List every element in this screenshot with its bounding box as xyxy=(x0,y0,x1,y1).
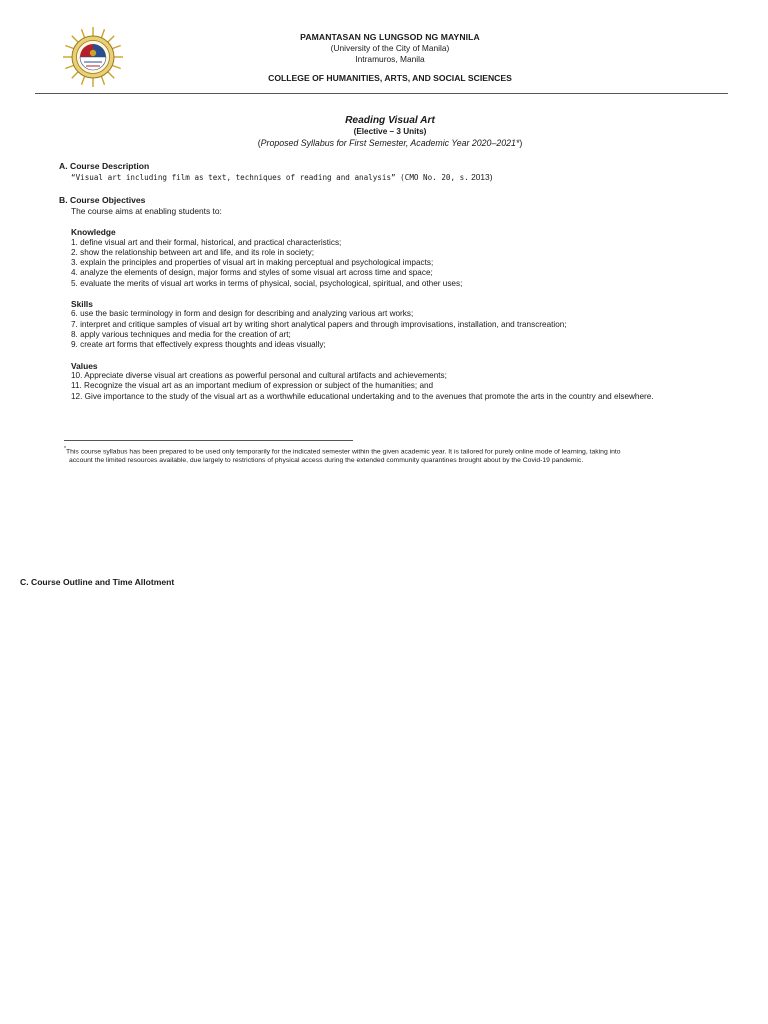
description-year: 2013) xyxy=(471,172,493,182)
skills-heading: Skills xyxy=(71,298,93,309)
footnote-text-1: This course syllabus has been prepared to be used only temporarily for the indicated semester within the given academic year. It is tailored for purely online mode of learning, taking into xyxy=(65,448,621,456)
proposal-open-paren: ( xyxy=(257,138,261,148)
proposal-text: Proposed Syllabus for First Semester, Academic Year 2020–2021* xyxy=(260,138,520,148)
university-name: PAMANTASAN NG LUNGSOD NG MAYNILA xyxy=(300,32,480,42)
footnote-divider xyxy=(64,440,353,441)
university-location: Intramuros, Manila xyxy=(355,53,425,64)
header-divider xyxy=(35,93,728,94)
list-item: 6. use the basic terminology in form and design for describing and analyzing various art works; xyxy=(71,309,414,319)
list-item: 7. interpret and critique samples of visual art by writing short analytical papers and through improvisations, installation, and transcreation; xyxy=(71,319,567,329)
proposal-close-paren: ) xyxy=(519,138,523,148)
course-title: Reading Visual Art xyxy=(345,115,435,126)
list-item: 10. Appreciate diverse visual art creations as powerful personal and cultural artifacts and achievements; xyxy=(71,371,447,381)
list-item: 9. create art forms that effectively express thoughts and ideas visually; xyxy=(71,340,326,350)
objectives-intro: The course aims at enabling students to: xyxy=(71,206,222,216)
section-a-heading: A. Course Description xyxy=(59,161,150,171)
list-item: 1. define visual art and their formal, historical, and practical characteristics; xyxy=(71,237,342,247)
knowledge-list xyxy=(71,238,749,289)
university-english-name: (University of the City of Manila) xyxy=(330,43,450,53)
college-name: COLLEGE OF HUMANITIES, ARTS, AND SOCIAL SCIENCES xyxy=(268,73,512,83)
list-item: 8. apply various techniques and media for the creation of art; xyxy=(71,330,291,340)
course-units: (Elective – 3 Units) xyxy=(353,127,427,136)
description-quote: “Visual art including film as text, techniques of reading and analysis” (CMO No. 20, s. xyxy=(71,173,469,182)
footnote xyxy=(64,445,744,465)
footnote-line-1 xyxy=(64,445,744,457)
list-item: 4. analyze the elements of design, major forms and styles of some visual art across time and space; xyxy=(71,268,433,278)
list-item: 12. Give importance to the study of the visual art as a worthwhile educational undertaking and to the avenues that promote the arts in the country and elsewhere. xyxy=(71,391,654,401)
section-course-description xyxy=(59,161,749,183)
list-item: 3. explain the principles and properties of visual art in making perceptual and psychological impacts; xyxy=(71,258,434,268)
section-c-heading: C. Course Outline and Time Allotment xyxy=(20,577,175,587)
skills-list xyxy=(71,309,749,350)
course-proposal xyxy=(0,137,768,149)
course-title-block xyxy=(0,114,768,149)
list-item: 5. evaluate the merits of visual art works in terms of physical, social, psychological, spiritual, and other uses; xyxy=(71,278,463,288)
list-item: 2. show the relationship between art and life, and its role in society; xyxy=(71,247,315,257)
university-header xyxy=(0,32,768,84)
course-description-text xyxy=(59,172,749,183)
section-b-heading: B. Course Objectives xyxy=(59,195,146,205)
values-heading: Values xyxy=(71,360,98,371)
footnote-line-2: account the limited resources available, due largely to restrictions of physical access during the extended community quarantines brought about by the Covid-19 pandemic. xyxy=(69,456,584,464)
footnote-mark: * xyxy=(64,446,66,452)
values-list xyxy=(71,371,749,402)
knowledge-heading: Knowledge xyxy=(71,227,116,237)
section-course-objectives xyxy=(59,195,749,402)
list-item: 11. Recognize the visual art as an important medium of expression or subject of the humanities; and xyxy=(71,381,434,391)
